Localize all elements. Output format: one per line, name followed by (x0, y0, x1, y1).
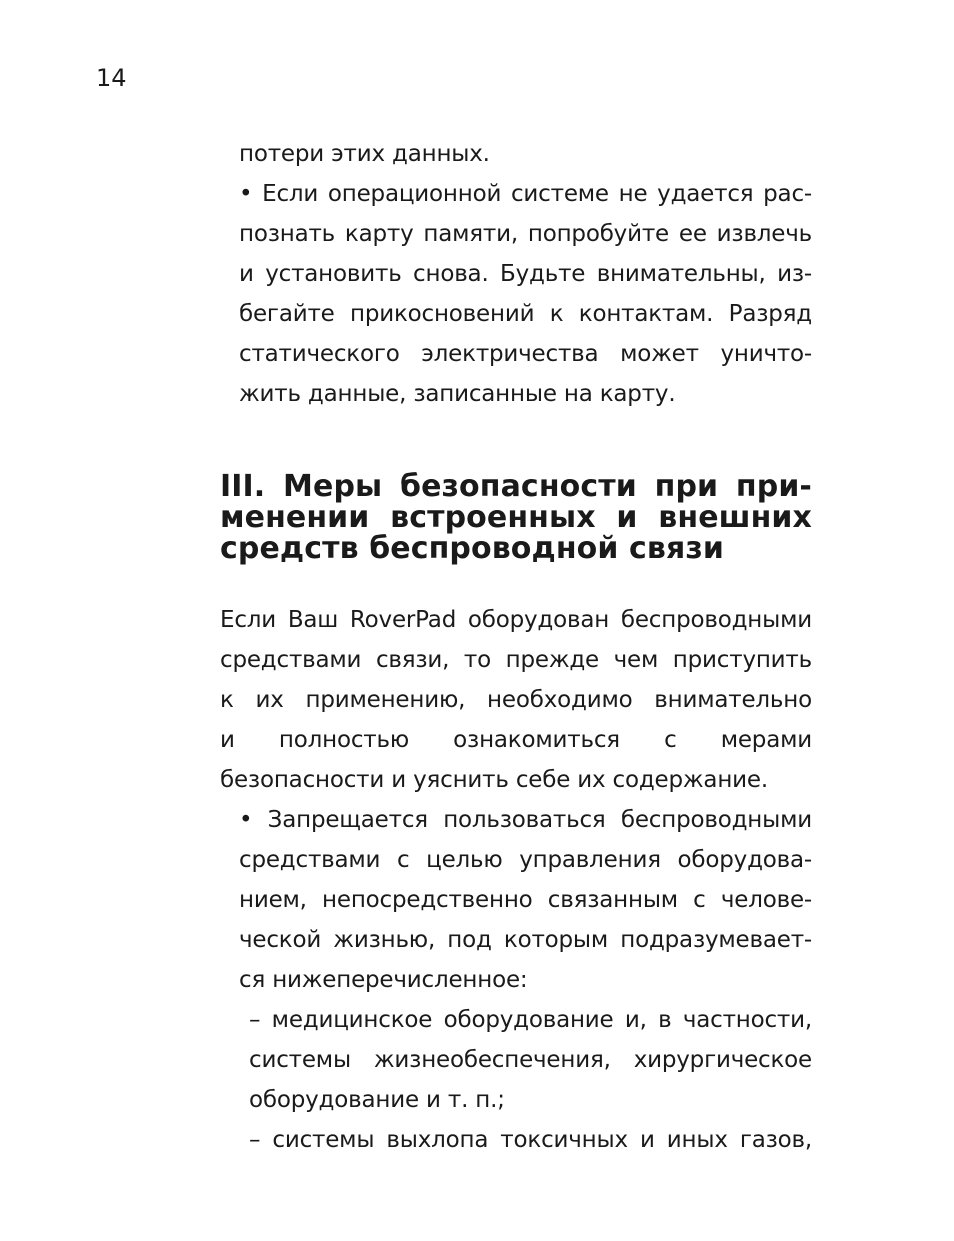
text-line: статического электричества может уничто- (239, 341, 812, 367)
text-line: познать карту памяти, попробуйте ее извлечь (239, 221, 812, 247)
text-line: жить данные, записанные на карту. (239, 381, 676, 407)
text-line: системы жизнеобеспечения, хирургическое (249, 1047, 812, 1073)
text-line: оборудование и т. п.; (249, 1087, 505, 1113)
text-line: и установить снова. Будьте внимательны, из- (239, 261, 812, 287)
text-line: к их применению, необходимо внимательно (220, 687, 812, 713)
text-line: и полностью ознакомиться с мерами (220, 727, 812, 753)
text-line: нием, непосредственно связанным с челове- (239, 887, 812, 913)
text-line: средствами с целью управления оборудова- (239, 847, 812, 873)
text-line: • Запрещается пользоваться беспроводными (239, 807, 812, 833)
section-title (220, 471, 812, 564)
text-line: безопасности и уяснить себе их содержание. (220, 767, 768, 793)
text-line: – медицинское оборудование и, в частности, (249, 1007, 812, 1033)
text-line: потери этих данных. (239, 141, 490, 167)
title-line: менении встроенных и внешних (220, 500, 812, 535)
text-line: Если Ваш RoverPad оборудован беспроводными (220, 607, 812, 633)
title-line: III. Меры безопасности при при- (220, 469, 812, 504)
bullet-prohibited-use (220, 800, 812, 1000)
text-line: ческой жизнью, под которым подразумевает- (239, 927, 812, 953)
text-line: – системы выхлопа токсичных и иных газов, (249, 1127, 812, 1153)
dash-item-medical (220, 1000, 812, 1120)
intro-paragraph (220, 600, 812, 800)
text-line: ся нижеперечисленное: (239, 967, 528, 993)
dash-item-exhaust (220, 1120, 812, 1160)
title-line: средств беспроводной связи (220, 531, 725, 566)
bullet-memory-card (220, 174, 812, 414)
continuation-paragraph (220, 134, 812, 174)
text-line: бегайте прикосновений к контактам. Разряд (239, 301, 812, 327)
page-body (220, 134, 812, 1160)
text-line: средствами связи, то прежде чем приступить (220, 647, 812, 673)
text-line: • Если операционной системе не удается рас- (239, 181, 812, 207)
page-number: 14 (96, 64, 127, 92)
